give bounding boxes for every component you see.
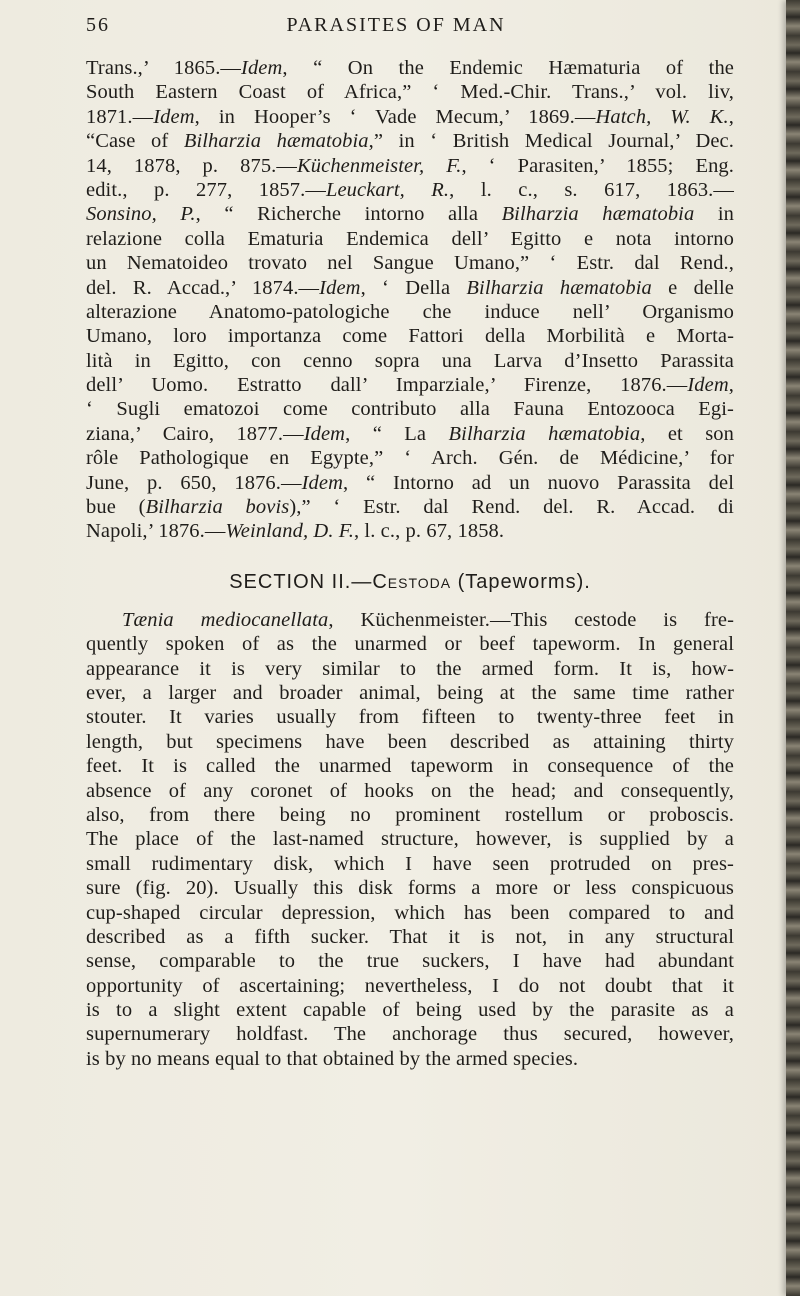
body-line: absence of any coronet of hooks on the head; and consequently,: [86, 779, 734, 802]
body-line: quently spoken of as the unarmed or beef tapeworm. In general: [86, 633, 734, 656]
section-group: Cestoda: [372, 570, 452, 593]
reference-line: Napoli,’ 1876.—Weinland, D. F., l. c., p. 67, 1858.: [86, 520, 505, 543]
body-line: ever, a larger and broader animal, being at the same time rather: [86, 681, 734, 704]
reference-line: 1871.—Idem, in Hooper’s ‘ Vade Mecum,’ 1869.—Hatch, W. K.,: [86, 105, 734, 128]
body-line: also, from there being no prominent rostellum or proboscis.: [86, 803, 734, 826]
reference-line: del. R. Accad.,’ 1874.—Idem, ‘ Della Bilharzia hæmatobia e delle: [86, 276, 734, 299]
body-line: cup-shaped circular depression, which has been compared to and: [86, 901, 734, 924]
body-line: is to a slight extent capable of being used by the parasite as a: [86, 999, 734, 1022]
section-title: SECTION II.—: [229, 570, 373, 593]
reference-line: ‘ Sugli ematozoi come contributo alla Fauna Entozooca Egi-: [86, 398, 734, 421]
references-block: [86, 56, 734, 544]
reference-line: Trans.,’ 1865.—Idem, “ On the Endemic Hæmaturia of the: [86, 57, 734, 79]
reference-line: Sonsino, P., “ Richerche intorno alla Bilharzia hæmatobia in: [86, 203, 735, 226]
reference-line: un Nematoideo trovato nel Sangue Umano,” ‘ Estr. dal Rend.,: [86, 252, 734, 275]
reference-line: edit., p. 277, 1857.—Leuckart, R., l. c., s. 617, 1863.—: [86, 178, 735, 201]
body-line: supernumerary holdfast. The anchorage thus secured, however,: [86, 1023, 734, 1046]
body-line: sense, comparable to the true suckers, I have had abundant: [86, 950, 734, 973]
body-line: Tænia mediocanellata, Küchenmeister.—This cestode is fre-: [122, 608, 734, 631]
body-line: The place of the last-named structure, however, is supplied by a: [86, 828, 734, 851]
body-line: described as a fifth sucker. That it is not, in any structural: [86, 925, 734, 948]
body-paragraph: [86, 608, 734, 1071]
reference-line: dell’ Uomo. Estratto dall’ Imparziale,’ Firenze, 1876.—Idem,: [86, 374, 734, 397]
body-line: appearance it is very similar to the armed form. It is, how-: [86, 657, 734, 680]
reference-line: ziana,’ Cairo, 1877.—Idem, “ La Bilharzia hæmatobia, et son: [86, 422, 734, 445]
page-header: [86, 14, 706, 44]
body-line: feet. It is called the unarmed tapeworm in consequence of the: [86, 755, 734, 778]
reference-line: alterazione Anatomo-patologiche che induce nell’ Organismo: [86, 300, 734, 323]
reference-line: relazione colla Ematuria Endemica dell’ Egitto e nota intorno: [86, 227, 734, 250]
reference-line: South Eastern Coast of Africa,” ‘ Med.-Chir. Trans.,’ vol. liv,: [86, 81, 734, 104]
section-heading: [86, 570, 734, 594]
book-edge: [786, 0, 800, 1296]
reference-line: Umano, loro importanza come Fattori della Morbilità e Morta-: [86, 325, 734, 348]
page-text: [86, 56, 734, 1071]
reference-line: lità in Egitto, con cenno sopra una Larva d’Insetto Parassita: [86, 349, 734, 372]
body-line: small rudimentary disk, which I have seen protruded on pres-: [86, 852, 734, 875]
reference-line: bue (Bilharzia bovis),” ‘ Estr. dal Rend. del. R. Accad. di: [86, 496, 734, 519]
reference-line: rôle Pathologique en Egypte,” ‘ Arch. Gén. de Médicine,’ for: [86, 447, 734, 470]
reference-line: 14, 1878, p. 875.—Küchenmeister, F., ‘ Parasiten,’ 1855; Eng.: [86, 154, 734, 177]
page-number: 56: [86, 14, 110, 36]
reference-line: “Case of Bilharzia hæmatobia,” in ‘ British Medical Journal,’ Dec.: [86, 130, 734, 153]
body-line: opportunity of ascertaining; nevertheless, I do not doubt that it: [86, 974, 734, 997]
body-line: sure (fig. 20). Usually this disk forms a more or less conspicuous: [86, 877, 734, 900]
section-suffix: (Tapeworms).: [451, 570, 591, 593]
body-line: stouter. It varies usually from fifteen to twenty-three feet in: [86, 706, 734, 729]
reference-line: June, p. 650, 1876.—Idem, “ Intorno ad un nuovo Parassita del: [86, 471, 735, 494]
running-head: PARASITES OF MAN: [286, 14, 506, 36]
body-line: is by no means equal to that obtained by the armed species.: [86, 1047, 579, 1070]
body-line: length, but specimens have been described as attaining thirty: [86, 730, 734, 753]
